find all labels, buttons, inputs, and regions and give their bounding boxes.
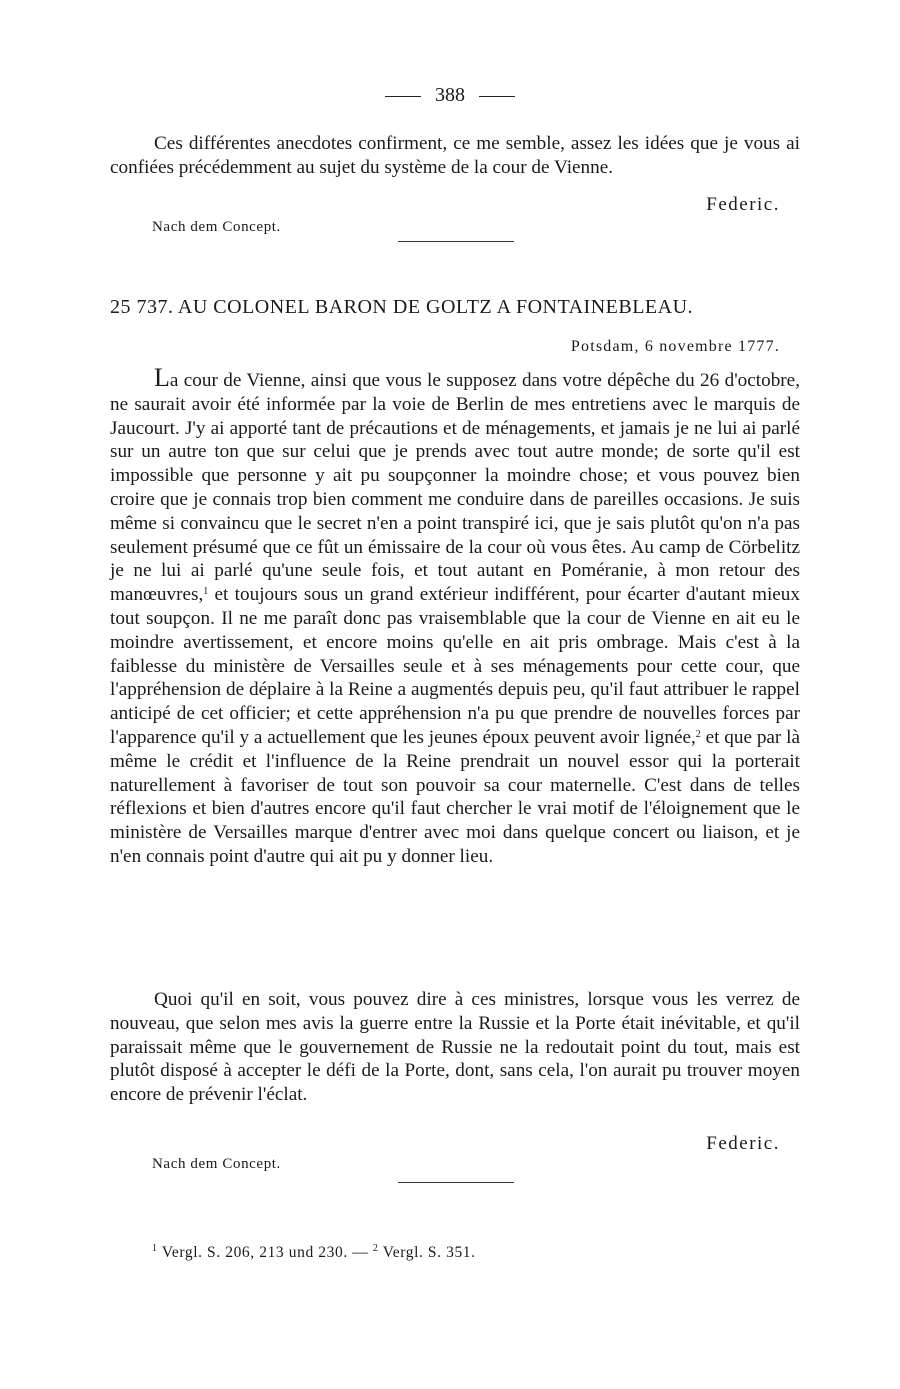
page-number-value: 388 [435,84,465,106]
letter-heading: 25 737. AU COLONEL BARON DE GOLTZ A FONTAINEBLEAU. [110,296,694,318]
section-divider-2 [398,1182,514,1183]
letter-paragraph-2: Quoi qu'il en soit, vous pouvez dire à ces ministres, lorsque vous les verrez de nouveau, que selon mes avis la guerre entre la Russie et la Porte était inévitable, et qu'il paraissait même que le gouvernement de Russie ne la redoutait point du tout, mais est plutôt disposé à accepter le défi de la Porte, dont, sans cela, l'on aurait pu trouver moyen encore de prévenir l'éclat. [110,989,800,1106]
section-divider-1 [398,241,514,242]
page-number [0,84,900,107]
footnote-2-mark: 2 [372,1243,379,1254]
letter-place-date: Potsdam, 6 novembre 1777. [570,338,780,355]
footnote-1-text: Vergl. S. 206, 213 und 230. — [161,1244,369,1261]
letter-signature: Federic. [706,1133,780,1154]
page-number-dash-right [479,96,515,97]
letter-paragraph-1-part-b: et toujours sous un grand extérieur indifférent, pour écarter d'autant mieux tout soupçon. Il ne me paraît donc pas vraisemblable que la cour de Vienne en ait eu le moindre avertissement, et encore moins qu'elle en ait pris ombrage. Mais c'est à la faiblesse du ministère de Versailles seule et à ses ménagements pour cette cour, que l'appréhension de déplaire à la Reine a augmentés depuis peu, qu'il faut attribuer le rappel anticipé de cet officier; et cette appréhension n'a pu que prendre de nouvelles forces par l'apparence qu'il y a actuellement que les jeunes époux peuvent avoir lignée, [110,584,800,748]
footnote-reference-1: 1 [203,586,209,598]
previous-letter-closing-paragraph: Ces différentes anecdotes confirment, ce me semble, assez les idées que je vous ai confiées précédemment au sujet du système de la cour de Vienne. [110,133,800,178]
drop-initial: L [154,363,170,392]
letter-paragraph-1-part-c: et que par là même le crédit et l'influence de la Reine prendrait un nouvel essor qui la porterait naturellement à favoriser de tout son pouvoir sa cour maternelle. C'est dans de telles réflexions et bien d'autres encore qu'il faut chercher le vrai motif de l'éloignement que le ministère de Versailles marque d'entrer avec moi dans quelque concert ou liaison, et je n'en connais point d'autre qui ait pu y donner lieu. [110,726,800,867]
footnote-2-text: Vergl. S. 351. [382,1244,476,1261]
letter-source-note: Nach dem Concept. [152,1156,281,1172]
letter-paragraph-1-part-a: a cour de Vienne, ainsi que vous le supposez dans votre dépêche du 26 d'octobre, ne saurait avoir été informée par la voie de Berlin de mes entretiens avec le marquis de Jaucourt. J'y ai apporté tant de précautions et de ménagements, et jamais je ne lui ai parlé sur un autre ton que sur celui que je prends avec tout autre monde; de sorte qu'il est impossible que personne y ait pu soupçonner la moindre chose; et vous pouvez bien croire que je connais trop bien comment me conduire dans de pareilles occasions. Je suis même si convaincu que le secret n'en a point transpiré ici, que je sais plutôt qu'on n'a pas seulement présumé que ce fût un émissaire de la cour où vous êtes. Au camp de Cörbelitz je ne lui ai parlé qu'une seule fois, et tout autant en Poméranie, à mon retour des manœuvres, [110,370,800,606]
footnote-reference-2: 2 [695,728,701,740]
letter-paragraph-1 [110,363,800,869]
footnotes [152,1244,476,1262]
previous-letter-source-note: Nach dem Concept. [152,219,281,235]
page-number-dash-left [385,96,421,97]
footnote-1-mark: 1 [152,1243,158,1254]
previous-letter-signature: Federic. [706,194,780,215]
